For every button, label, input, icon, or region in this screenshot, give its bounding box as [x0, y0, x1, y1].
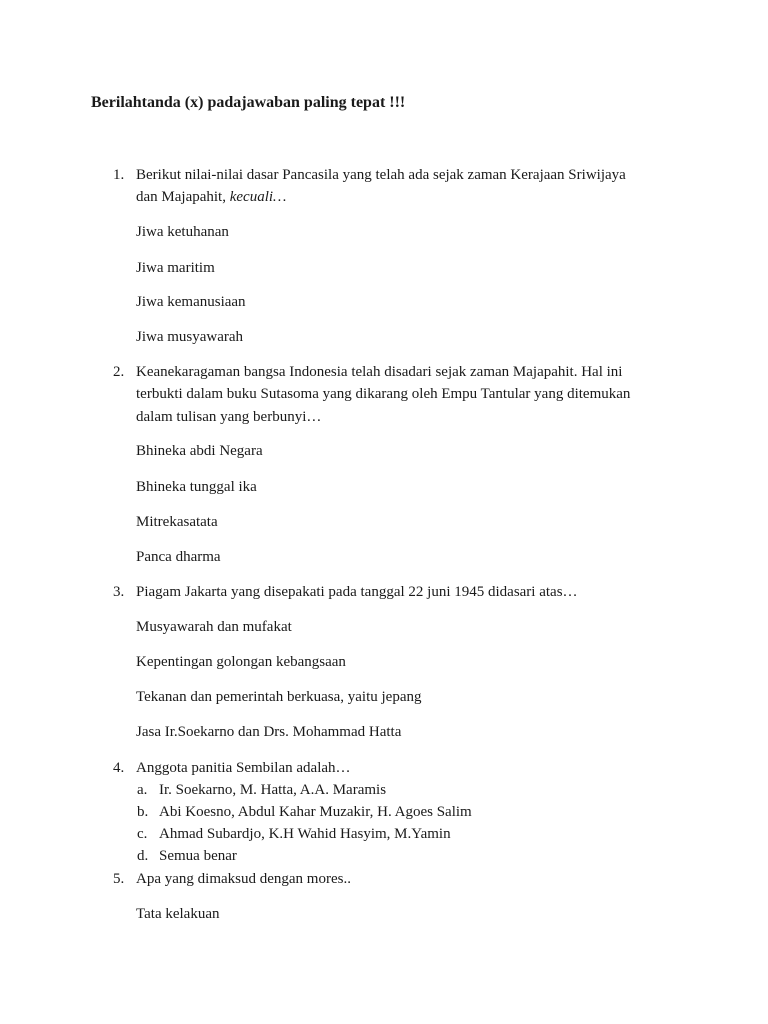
question-1-ellipsis: …: [273, 189, 287, 205]
question-5-line-1: Apa yang dimaksud dengan mores..: [136, 871, 351, 887]
question-3-number: 3.: [113, 584, 125, 600]
question-2-option-4[interactable]: Panca dharma: [136, 549, 221, 565]
question-2-option-2[interactable]: Bhineka tunggal ika: [136, 479, 257, 495]
question-3-option-2[interactable]: Kepentingan golongan kebangsaan: [136, 654, 346, 670]
question-3-option-1[interactable]: Musyawarah dan mufakat: [136, 619, 292, 635]
question-5-number: 5.: [113, 871, 125, 887]
question-4-sub-option-b[interactable]: Abi Koesno, Abdul Kahar Muzakir, H. Agoes Salim: [159, 804, 472, 820]
question-2-line-3: dalam tulisan yang berbunyi…: [136, 409, 322, 425]
question-5-option-1[interactable]: Tata kelakuan: [136, 906, 220, 922]
question-4-sub-option-a[interactable]: Ir. Soekarno, M. Hatta, A.A. Maramis: [159, 782, 387, 798]
question-3-option-3[interactable]: Tekanan dan pemerintah berkuasa, yaitu jepang: [136, 689, 422, 705]
question-1-line-2: [136, 186, 286, 208]
question-2-option-3[interactable]: Mitrekasatata: [136, 514, 218, 530]
question-4-sub-letter-a: a.: [137, 782, 148, 798]
question-2-option-1[interactable]: Bhineka abdi Negara: [136, 443, 263, 459]
question-1-emphasis: kecuali: [229, 189, 274, 205]
question-4-sub-option-d[interactable]: Semua benar: [159, 848, 237, 864]
question-2-number: 2.: [113, 364, 125, 380]
question-2-line-2: terbukti dalam buku Sutasoma yang dikarang oleh Empu Tantular yang ditemukan: [136, 386, 631, 402]
question-1-number: 1.: [113, 167, 125, 183]
question-4-sub-option-c[interactable]: Ahmad Subardjo, K.H Wahid Hasyim, M.Yamin: [159, 826, 451, 842]
question-3-option-4[interactable]: Jasa Ir.Soekarno dan Drs. Mohammad Hatta: [136, 724, 402, 740]
question-1-option-1[interactable]: Jiwa ketuhanan: [136, 224, 229, 240]
question-4-sub-letter-c: c.: [137, 826, 148, 842]
question-1-line-2-text: dan Majapahit,: [136, 189, 230, 205]
question-2-line-1: Keanekaragaman bangsa Indonesia telah disadari sejak zaman Majapahit. Hal ini: [136, 364, 623, 380]
instruction-title: Berilahtanda (x) padajawaban paling tepat !!!: [91, 94, 406, 111]
question-1-option-4[interactable]: Jiwa musyawarah: [136, 329, 244, 345]
question-3-line-1: Piagam Jakarta yang disepakati pada tanggal 22 juni 1945 didasari atas…: [136, 584, 578, 600]
question-1-line-1: Berikut nilai-nilai dasar Pancasila yang telah ada sejak zaman Kerajaan Sriwijaya: [136, 167, 626, 183]
question-4-number: 4.: [113, 760, 125, 776]
question-4-sub-letter-d: d.: [137, 848, 149, 864]
question-4-line-1: Anggota panitia Sembilan adalah…: [136, 760, 351, 776]
question-1-option-2[interactable]: Jiwa maritim: [136, 260, 215, 276]
question-4-sub-letter-b: b.: [137, 804, 149, 820]
question-1-option-3[interactable]: Jiwa kemanusiaan: [136, 294, 246, 310]
